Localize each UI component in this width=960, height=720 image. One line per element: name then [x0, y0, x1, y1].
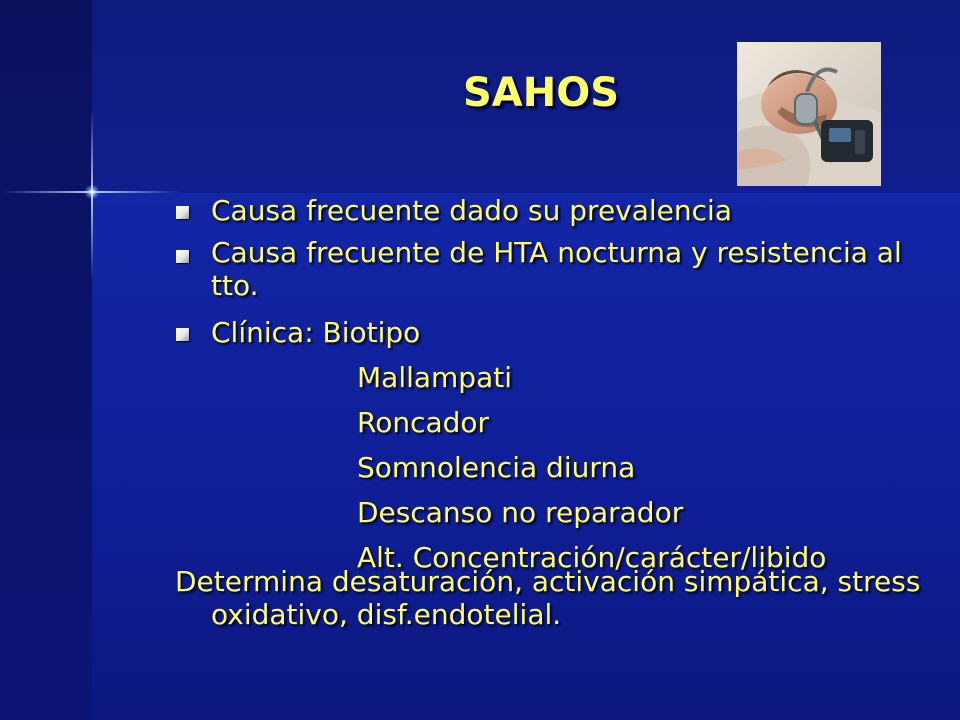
sleep-apnea-cpap-photo-icon [737, 42, 881, 186]
list-item [173, 236, 941, 302]
square-bullet-icon [176, 328, 189, 341]
slide-title: SAHOS [462, 70, 620, 116]
clinical-item: Roncador [357, 406, 490, 439]
background-left-panel [0, 0, 92, 720]
bullet-text: Clínica: Biotipo [211, 316, 421, 349]
clinical-item: Mallampati [357, 361, 512, 394]
list-item [173, 314, 941, 352]
clinical-item: Descanso no reparador [357, 496, 684, 529]
bullet-text: Causa frecuente dado su prevalencia [211, 194, 732, 227]
star-flare-icon [84, 185, 100, 199]
bullet-list [173, 192, 941, 352]
list-item [173, 192, 941, 230]
square-bullet-icon [176, 206, 189, 219]
bullet-text: Causa frecuente de HTA nocturna y resistencia al tto. [211, 236, 902, 302]
clinical-item: Somnolencia diurna [357, 451, 636, 484]
clinical-item: Alt. Concentración/carácter/libido [357, 541, 827, 574]
square-bullet-icon [176, 250, 189, 263]
clinical-items-list [357, 355, 826, 580]
closing-statement: Determina desaturación, activación simpática, stress oxidativo, disf.endotelial. [175, 565, 921, 631]
